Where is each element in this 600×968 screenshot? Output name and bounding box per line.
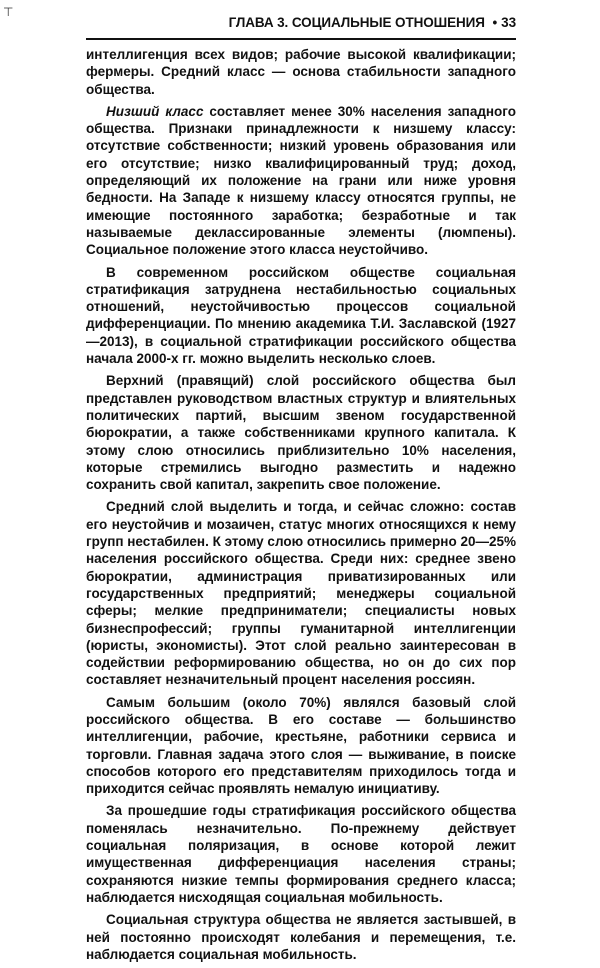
- paragraph-russian-stratification: В современном российском обществе социальная стратификация затруднена нестабильностью социальных отношений, неустойчивостью процессов социальной дифференциации. По мнению академика Т.И. Заславской (1927—2013), в социальной стратификации российского общества начала 2000-х гг. можно выделить несколько слоев.: [86, 264, 516, 367]
- paragraph-recent-changes: За прошедшие годы стратификация российского общества поменялась незначительно. По-прежнему действует социальная поляризация, в основе которой лежит имущественная дифференциация населения страны; сохраняются низкие темпы формирования среднего класса; наблюдается нисходящая социальная мобильность.: [86, 803, 516, 905]
- page-body: [86, 46, 516, 968]
- page-number: 33: [501, 15, 516, 30]
- paragraph-lower-class: [86, 103, 516, 259]
- header-separator: •: [492, 15, 498, 30]
- page-edge-mark: ⊤: [3, 5, 14, 19]
- paragraph-social-mobility: Социальная структура общества не является застывшей, в ней постоянно происходят колебания и перемещения, т.е. наблюдается социальная мобильность.: [86, 912, 516, 962]
- term-lower-class: Низший класс: [106, 103, 204, 119]
- paragraph-middle-layer: Средний слой выделить и тогда, и сейчас сложно: состав его неустойчив и мозаичен, статус многих относящихся к нему групп нестабилен. К этому слою относились примерно 20—25% населения российского общества. Среди них: среднее звено бюрократии, администрация приватизированных или государственных предприятий; менеджеры социальной сферы; мелкие предприниматели; специалисты новых бизнеспрофессий; группы гуманитарной интеллигенции (юристы, экономисты). Этот слой реально заинтересован в содействии реформированию общества, но он до сих пор составляет незначительный процент населения россиян.: [86, 499, 516, 688]
- running-head-text: [229, 15, 516, 30]
- chapter-title: СОЦИАЛЬНЫЕ ОТНОШЕНИЯ: [291, 15, 485, 30]
- paragraph-upper-layer: Верхний (правящий) слой российского общества был представлен руководством властных структур и влиятельных политических партий, высшим звеном государственной бюрократии, а также собственниками крупного капитала. К этому слою относились приблизительно 10% населения, которые стремились выгодно разместить и надежно сохранить свой капитал, закрепить свое положение.: [86, 373, 516, 493]
- paragraph-base-layer: Самым большим (около 70%) являлся базовый слой российского общества. В его составе — большинство интеллигенции, рабочие, крестьяне, работники сервиса и торговли. Главная задача этого слоя — выживание, в поиске способов которого его представителям приходилось тогда и приходится сейчас проявлять немалую инициативу.: [86, 694, 516, 797]
- chapter-label: ГЛАВА 3.: [228, 15, 289, 30]
- paragraph-continuation: интеллигенция всех видов; рабочие высокой квалификации; фермеры. Средний класс — основа стабильности западного общества.: [86, 47, 516, 97]
- paragraph-lower-class-text: составляет менее 30% населения западного общества. Признаки принадлежности к низшему классу: отсутствие собственности; низкий уровень образования или его отсутствие; низко квалифицированный труд; доход, определяющий их положение на грани или ниже уровня бедности. На Западе к низшему классу относятся группы, не имеющие постоянного заработка; безработные и так называемые деклассированные элементы (люмпены). Социальное положение этого класса неустойчиво.: [86, 103, 516, 258]
- running-header: [86, 14, 516, 40]
